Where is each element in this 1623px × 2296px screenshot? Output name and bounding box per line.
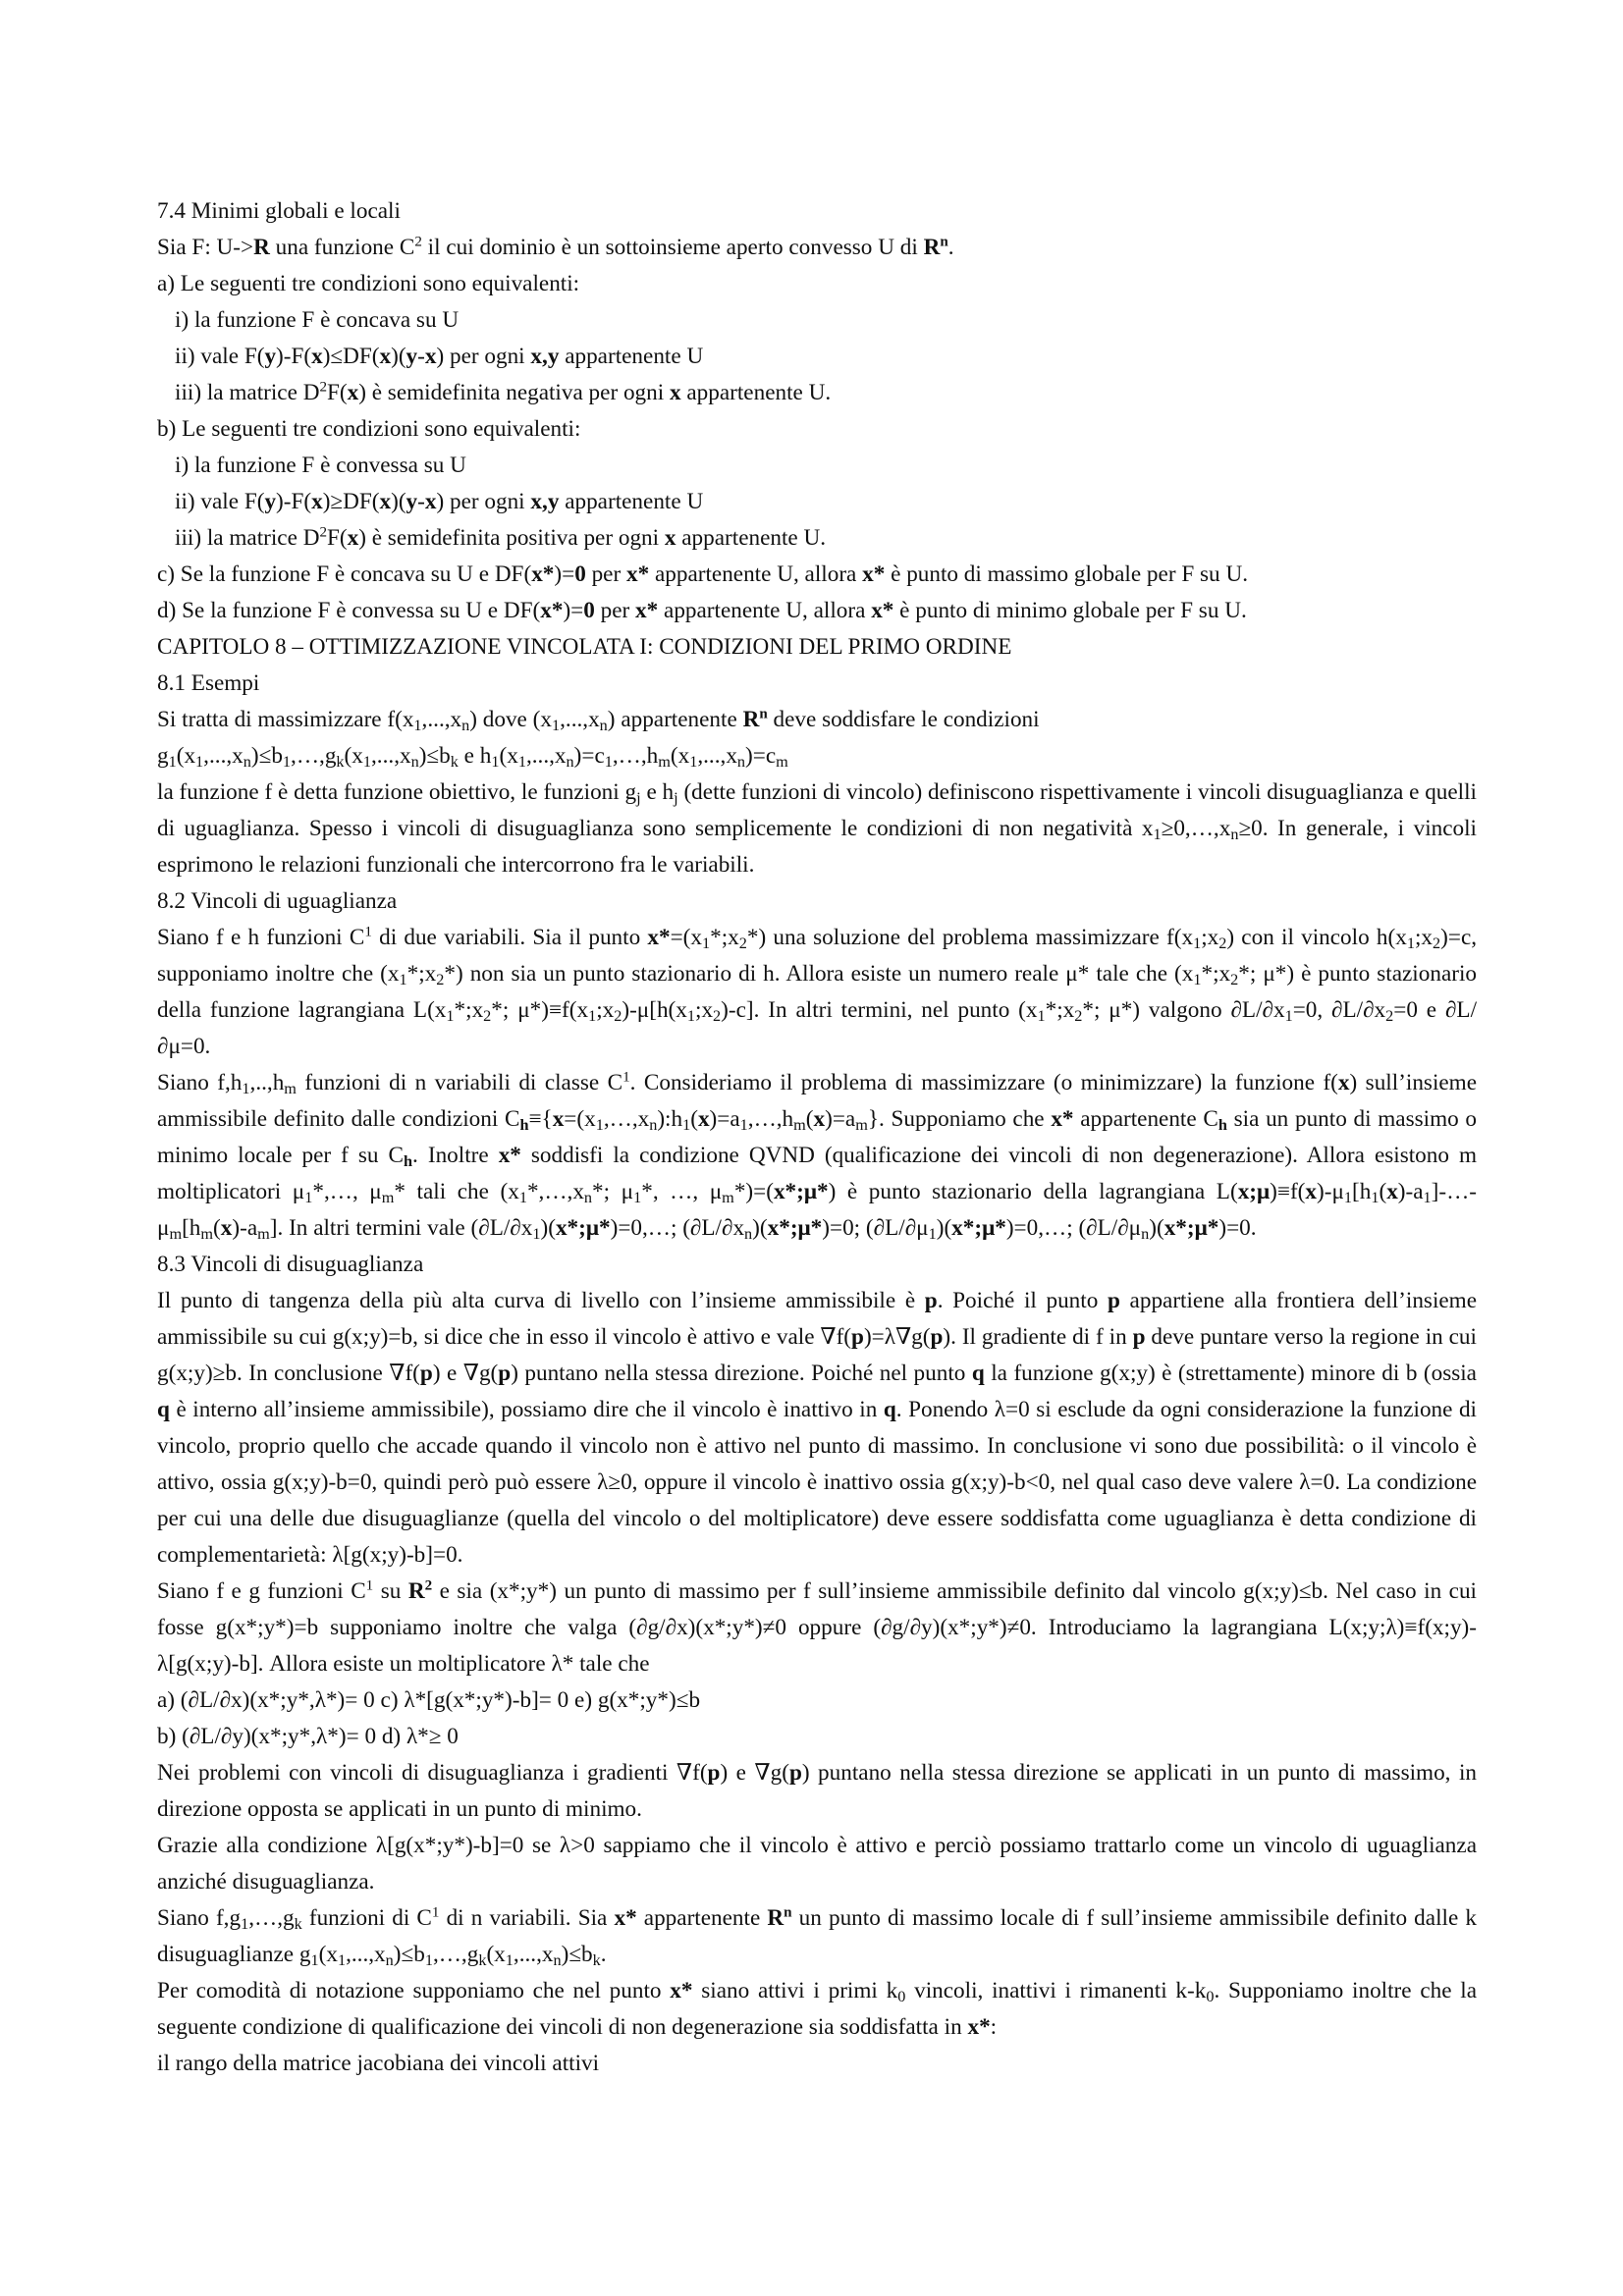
item-b-ii: ii) vale F(y)-F(x)≥DF(x)(y-x) per ogni x,y appartenente U (175, 489, 704, 514)
item-a-ii: ii) vale F(y)-F(x)≤DF(x)(y-x) per ogni x,y appartenente U (175, 344, 704, 369)
item-d: d) Se la funzione F è convessa su U e DF(x*)=0 per x* appartenente U, allora x* è punto di minimo globale per F su U. (157, 598, 1247, 623)
item-b-heading: b) Le seguenti tre condizioni sono equivalenti: (157, 416, 581, 442)
section-title-8-2: 8.2 Vincoli di uguaglianza (157, 888, 398, 914)
paragraph-8-3-first: Il punto di tangenza della più alta curva di livello con l’insieme ammissibile è p. Poiché il punto p appartiene alla frontiera dell’insieme ammissibile su cui g(x;y)=b, si dice che in esso il vincolo è attivo e vale ∇f(p)=λ∇g(p). Il gradiente di f in p deve puntare verso la regione in cui g(x;y)≥b. In conclusione ∇f(p) e ∇g(p) puntano nella stessa direzione. Poiché nel punto q la funzione g(x;y) è (strettamente) minore di b (ossia q è interno all’insieme ammissibile), possiamo dire che il vincolo è inattivo in q. Ponendo λ=0 si esclude da ogni considerazione la funzione di vincolo, proprio quello che accade quando il vincolo non è attivo nel punto di massimo. In conclusione vi sono due possibilità: o il vincolo è attivo, ossia g(x;y)-b=0, quindi però può essere λ≥0, oppure il vincolo è inattivo ossia g(x;y)-b<0, nel qual caso deve valere λ=0. La condizione per cui una delle due disuguaglianze (quella del vincolo o del moltiplicatore) deve essere soddisfatta come uguaglianza è detta condizione di complementarietà: λ[g(x;y)-b]=0. (157, 1288, 1478, 1568)
item-b-iii: iii) la matrice $D^2F(x)$ è semidefinita positiva per ogni x appartenente U. (175, 524, 827, 551)
paragraph-8-3-last-line: il rango della matrice jacobiana dei vincoli attivi (157, 2051, 600, 2076)
paragraph-8-3-second: Siano f e g funzioni $C^1$ su $R^2$ e sia (x*;y*) un punto di massimo per f sull’insieme ammissibile definito dal vincolo g(x;y)≤b. Nel caso in cui fosse g(x*;y*)=b supponiamo inoltre che valga (∂g/∂x)(x*;y*)≠0 oppure (∂g/∂y)(x*;y*)≠0. Introduciamo la lagrangiana L(x;y;λ)≡f(x;y)- λ[g(x;y)-b]. Allora esiste un moltiplicatore λ* tale che (157, 1577, 1477, 1677)
paragraph-8-1-constraints: $g_1(x_1,...,x_n)\le b_1,\dots,g_k(x_1,...,x_n)\le b_k$ e $h_1(x_1,...,x_n)=c_1,\dots,h_m(x_1,...,x_n)=c_m$ (157, 743, 788, 772)
item-b-i: i) la funzione F è convessa su U (175, 453, 466, 478)
paragraph-8-1-body: la funzione f è detta funzione obiettivo, le funzioni $g_j$ e $h_j$ (dette funzioni di vincolo) definiscono rispettivamente i vincoli disuguaglianza e quelli di uguaglianza. Spesso i vincoli di disuguaglianza sono semplicemente le condizioni di non negatività $x_1\ge 0,\dots,x_n\ge 0$. In generale, i vincoli esprimono le relazioni funzionali che intercorrono fra le variabili. (157, 779, 1478, 878)
item-c: c) Se la funzione F è concava su U e DF(x*)=0 per x* appartenente U, allora x* è punto di massimo globale per F su U. (157, 561, 1248, 587)
paragraph-8-3-active: Per comodità di notazione supponiamo che nel punto x* siano attivi i primi $k_0$ vincoli, inattivi i rimanenti $k-k_0$. Supponiamo inoltre che la seguente condizione di qualificazione dei vincoli di non degenerazione sia soddisfatta in x*: (157, 1978, 1478, 2040)
paragraph-8-1-line1: Si tratta di massimizzare $f(x_1,...,x_n)$ dove $(x_1,...,x_n)$ appartenente $R^n$ deve soddisfare le condizioni (157, 706, 1040, 735)
document-page (157, 193, 1477, 2082)
chapter-title: CAPITOLO 8 – OTTIMIZZAZIONE VINCOLATA I: CONDIZIONI DEL PRIMO ORDINE (157, 634, 1012, 660)
kkt-conditions-b: b) (∂L/∂y)(x*;y*,λ*)= 0 d) λ*≥ 0 (157, 1724, 459, 1749)
paragraph-8-3-complementarity: Grazie alla condizione λ[g(x*;y*)-b]=0 se λ>0 sappiamo che il vincolo è attivo e perciò possiamo trattarlo come un vincolo di uguaglianza anziché disuguaglianza. (157, 1833, 1477, 1895)
paragraph-8-3-general: Siano $f,g_1,\dots,g_k$ funzioni di $C^1$ di n variabili. Sia x* appartenente $R^n$ un punto di massimo locale di f sull’insieme ammissibile definito dalle k disuguaglianze $g_1(x_1,...,x_n)\le b_1,\dots,g_k(x_1,...,x_n)\le b_k$. (157, 1904, 1477, 1970)
paragraph-8-2-second: Siano $f,h_1,..,h_m$ funzioni di n variabili di classe $C^1$. Consideriamo il problema di massimizzare (o minimizzare) la funzione f(x) sull’insieme ammissibile definito dalle condizioni $C_h\equiv\{x=(x_1,\dots,x_n):h_1(x)=a_1,\dots,h_m(x)=a_m\}$. Supponiamo che x* appartenente $C_h$ sia un punto di massimo o minimo locale per f su $C_h$. Inoltre x* soddisfi la condizione QVND (qualificazione dei vincoli di non degenerazione). Allora esistono m moltiplicatori $\mu_1*,\dots$, $\mu_m*$ tali che ($x_1*,\dots,x_n*$; $\mu_1*$, …, $\mu_m*)=(x*;\mu*)$ è punto stazionario della lagrangiana $L(x;\mu)\equiv f(x)-\mu_1[h_1(x)-a_1]-\dots-$ $\mu_m[h_m(x)-a_m]$. In altri termini vale $(\partial L/\partial x_1)(x*;\mu*)=0,\dots$; $(\partial L/\partial x_n)(x*;\mu*)=0$; $(\partial L/\partial\mu_1)(x*;\mu*)=0,\dots$; $(\partial L/\partial\mu_n)(x*;\mu*)=0$. (157, 1069, 1478, 1244)
paragraph-7-4-intro: Sia F: U->R una funzione $C^2$ il cui dominio è un sottoinsieme aperto convesso U di $R^n$. (157, 234, 954, 260)
item-a-iii: iii) la matrice $D^2F(x)$ è semidefinita negativa per ogni x appartenente U. (175, 379, 832, 405)
section-title-7-4: 7.4 Minimi globali e locali (157, 198, 401, 224)
section-title-8-3: 8.3 Vincoli di disuguaglianza (157, 1252, 424, 1277)
item-a-heading: a) Le seguenti tre condizioni sono equivalenti: (157, 271, 580, 296)
paragraph-8-2-first: Siano f e h funzioni $C^1$ di due variabili. Sia il punto $x*=(x_1*;x_2*)$ una soluzione del problema massimizzare $f(x_1;x_2)$ con il vincolo $h(x_1;x_2)=c$, supponiamo inoltre che $(x_1*;x_2*)$ non sia un punto stazionario di h. Allora esiste un numero reale μ* tale che ($x_1*;x_2*$; μ*) è punto stazionario della funzione lagrangiana $L(x_1*;x_2*$; $\mu*)\equiv f(x_1;x_2)-\mu[h(x_1;x_2)-c]$. In altri termini, nel punto ($x_1*;x_2*$; μ*) valgono $\partial L/\partial x_1=0$, $\partial L/\partial x_2=0$ e ∂L/∂μ=0. (157, 924, 1478, 1059)
item-a-i: i) la funzione F è concava su U (175, 307, 460, 333)
section-title-8-1: 8.1 Esempi (157, 670, 260, 696)
paragraph-8-3-gradients: Nei problemi con vincoli di disuguaglianza i gradienti ∇f(p) e ∇g(p) puntano nella stessa direzione se applicati in un punto di massimo, in direzione opposta se applicati in un punto di minimo. (157, 1760, 1477, 1822)
kkt-conditions-a: a) (∂L/∂x)(x*;y*,λ*)= 0 c) λ*[g(x*;y*)-b]= 0 e) g(x*;y*)≤b (157, 1687, 701, 1713)
